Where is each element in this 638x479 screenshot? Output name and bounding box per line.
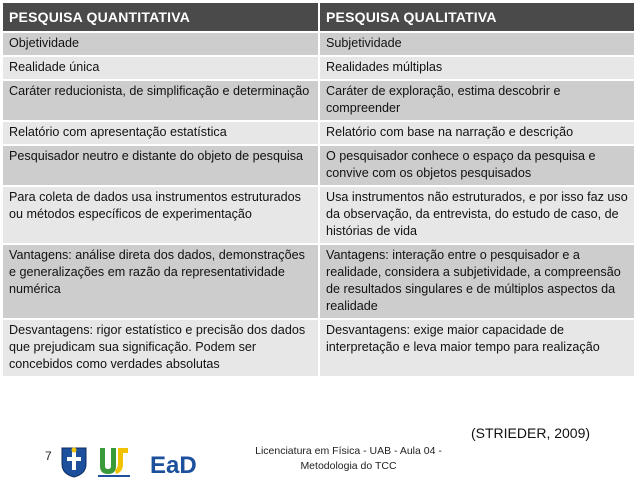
cell-qualitativa: Vantagens: interação entre o pesquisador e a realidade, considera a subjetividade, a compreensão de resultados singulares e de múltiplos aspectos da realidade <box>319 244 635 319</box>
cell-quantitativa: Objetividade <box>3 32 319 56</box>
table-header-row <box>3 3 635 32</box>
table-row <box>3 145 635 186</box>
table-row <box>3 121 635 145</box>
cell-quantitativa: Vantagens: análise direta dos dados, demonstrações e generalizações em razão da representatividade numérica <box>3 244 319 319</box>
footer-line-1: Licenciatura em Física - UAB - Aula 04 - <box>255 445 442 457</box>
cell-qualitativa: Usa instrumentos não estruturados, e por isso faz uso da observação, da entrevista, do estudo de caso, de histórias de vida <box>319 186 635 244</box>
footer-line-2: Metodologia do TCC <box>300 460 397 472</box>
table-row <box>3 186 635 244</box>
header-qualitativa: PESQUISA QUALITATIVA <box>319 3 635 32</box>
page-number: 7 <box>45 449 52 463</box>
cell-quantitativa: Relatório com apresentação estatística <box>3 121 319 145</box>
table-row <box>3 319 635 376</box>
cell-quantitativa: Pesquisador neutro e distante do objeto de pesquisa <box>3 145 319 186</box>
table-row <box>3 56 635 80</box>
cell-quantitativa: Caráter reducionista, de simplificação e determinação <box>3 80 319 121</box>
cell-qualitativa: Caráter de exploração, estima descobrir e compreender <box>319 80 635 121</box>
cell-quantitativa: Para coleta de dados usa instrumentos estruturados ou métodos específicos de experimentação <box>3 186 319 244</box>
footer-course-info <box>226 444 471 474</box>
table-row <box>3 80 635 121</box>
comparison-table <box>3 3 636 376</box>
cell-quantitativa: Desvantagens: rigor estatístico e precisão dos dados que prejudicam sua significação. Podem ser concebidos como verdades absolutas <box>3 319 319 376</box>
cell-qualitativa: O pesquisador conhece o espaço da pesquisa e convive com os objetos pesquisados <box>319 145 635 186</box>
cell-quantitativa: Realidade única <box>3 56 319 80</box>
header-quantitativa: PESQUISA QUANTITATIVA <box>3 3 319 32</box>
university-crest-logo <box>60 446 88 478</box>
ead-logo-text: EaD <box>150 452 197 478</box>
table-row <box>3 32 635 56</box>
citation: (STRIEDER, 2009) <box>471 425 591 441</box>
cell-qualitativa: Relatório com base na narração e descrição <box>319 121 635 145</box>
uab-logo <box>96 446 132 478</box>
table-row <box>3 244 635 319</box>
ead-logo <box>148 450 208 478</box>
cell-qualitativa: Realidades múltiplas <box>319 56 635 80</box>
cell-qualitativa: Desvantagens: exige maior capacidade de interpretação e leva maior tempo para realização <box>319 319 635 376</box>
cell-qualitativa: Subjetividade <box>319 32 635 56</box>
